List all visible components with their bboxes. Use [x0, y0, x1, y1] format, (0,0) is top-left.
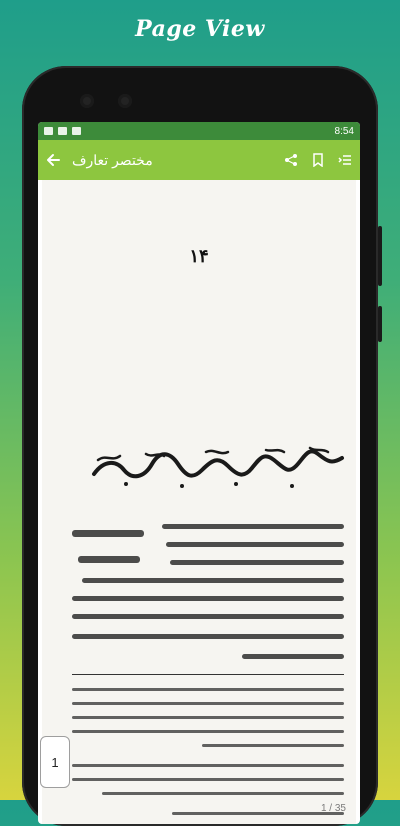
screen	[38, 122, 360, 824]
text-line	[72, 596, 344, 601]
text-line	[72, 614, 344, 619]
notification-a-icon	[72, 127, 81, 135]
phone-frame	[22, 66, 378, 826]
share-icon[interactable]	[284, 153, 298, 167]
page-counter: 1 / 35	[320, 803, 346, 814]
contents-menu-icon[interactable]	[338, 153, 352, 167]
text-line	[72, 634, 344, 639]
page-number: ۱۴	[189, 246, 209, 266]
notification-folder-icon	[58, 127, 67, 135]
bookmark-icon[interactable]	[312, 153, 324, 167]
volume-button	[378, 226, 382, 286]
front-camera-icon	[80, 94, 94, 108]
side-label-line	[72, 530, 144, 537]
status-bar	[38, 122, 360, 140]
calligraphy-heading	[86, 440, 348, 492]
text-line	[170, 560, 344, 565]
footnote-line	[102, 792, 344, 795]
text-line	[166, 542, 344, 547]
footnote-line	[72, 716, 344, 719]
footnote-line	[202, 744, 344, 747]
footnote-line	[172, 812, 344, 815]
status-time: 8:54	[334, 125, 354, 137]
power-button	[378, 306, 382, 342]
footnote-line	[72, 688, 344, 691]
footnote-divider	[72, 674, 344, 675]
promo-headline: Page View	[135, 16, 265, 42]
footnote-line	[72, 764, 344, 767]
footnote-line	[72, 778, 344, 781]
front-sensor-icon	[118, 94, 132, 108]
notification-image-icon	[44, 127, 53, 135]
footnote-line	[72, 702, 344, 705]
text-line	[242, 654, 344, 659]
text-line	[162, 524, 344, 529]
footnote-line	[72, 730, 344, 733]
back-arrow-icon[interactable]	[46, 153, 60, 167]
text-line	[82, 578, 344, 583]
side-label-line	[78, 556, 140, 563]
app-bar	[38, 140, 360, 180]
app-bar-title: مختصر تعارف	[72, 151, 153, 168]
document-page[interactable]	[42, 180, 356, 824]
page-indicator-tab[interactable]: 1	[40, 736, 70, 788]
